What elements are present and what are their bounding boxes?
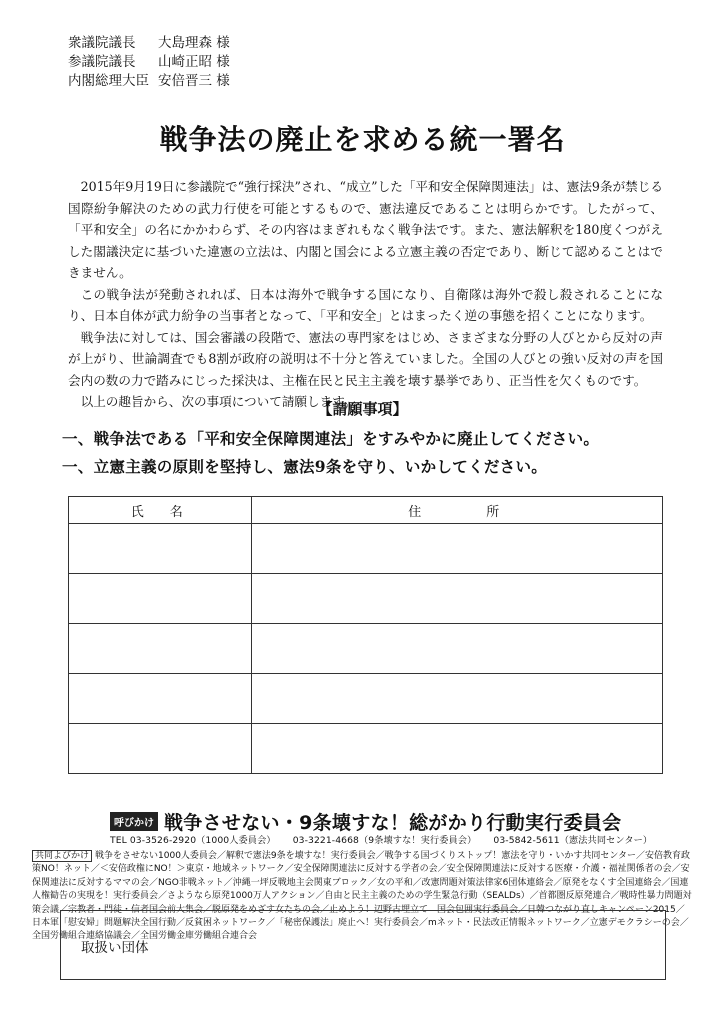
addressee-title: 参議院議長 [68,54,136,70]
caller-organization [110,808,621,835]
contact-phone: 03-5842-5611（憲法共同センター） [493,835,653,846]
signature-row [69,524,663,574]
caller-name: 戦争させない・9条壊すな！総がかり行動実行委員会 [164,812,622,834]
contact-phone: 03-3221-4668（9条壊すな！実行委員会） [292,835,477,846]
petition-item: 一、立憲主義の原則を堅持し、憲法9条を守り、いかしてください。 [62,457,548,476]
signature-row [69,624,663,674]
addressee-name: 安倍晋三 様 [158,73,230,89]
body-paragraph: この戦争法が発動されれば、日本は海外で戦争する国になり、自衛隊は海外で殺し殺されることになり、日本自体が武力紛争の当事者となって、「平和安全」とはまったく逆の事態を招くことになります。 [68,286,663,323]
addressee-row [68,72,230,91]
addressee-row [68,53,230,72]
address-cell[interactable] [252,574,663,624]
signature-row [69,674,663,724]
signature-table-header [69,497,663,524]
signature-row [69,574,663,624]
addressee-name: 山崎正昭 様 [158,54,230,70]
handling-organization-label: 取扱い団体 [81,940,149,956]
signature-row [69,724,663,774]
body-paragraph: 以上の趣旨から、次の事項について請願します。 [80,394,357,409]
name-cell[interactable] [69,674,252,724]
petition-items [62,425,599,481]
address-column-header: 住 所 [252,497,663,524]
contact-line [110,832,666,846]
addressee-name: 大島理森 様 [158,35,230,51]
petition-body [68,176,663,413]
body-paragraph: 戦争法に対しては、国会審議の段階で、憲法の専門家をはじめ、さまざまな分野の人びとから反対の声が上がり、世論調査でも8割が政府の説明は不十分と答えていました。全国の人びとの強い反対の声を国会内の数の力で踏みにじった採決は、主権在民と民主主義を壊す暴挙であり、正当性を欠くものです。 [68,329,663,388]
co-caller-label: 共同よびかけ [32,850,92,862]
name-cell[interactable] [69,624,252,674]
address-cell[interactable] [252,724,663,774]
name-cell[interactable] [69,524,252,574]
body-paragraph: 2015年9月19日に参議院で“強行採決”され、“成立”した「平和安全保障関連法」は、憲法9条が禁じる国際紛争解決のための武力行使を可能とするもので、憲法違反であることは明らかです。したがって、「平和安全」の名にかかわらず、その内容はまぎれもなく戦争法です。また、憲法解釈を180度くつがえした閣議決定に基づいた違憲の立法は、内閣と国会による立憲主義の否定であり、断じて認めることはできません。 [68,179,663,280]
addressee-row [68,34,230,53]
document-title: 戦争法の廃止を求める統一署名 [159,123,566,156]
address-cell[interactable] [252,674,663,724]
name-column-header: 氏 名 [69,497,252,524]
addressee-list [68,34,230,91]
handling-organization-box[interactable] [60,910,666,980]
signature-table [68,496,663,774]
contact-phone: TEL 03-3526-2920（1000人委員会） [110,835,276,846]
addressee-title: 衆議院議長 [68,35,136,51]
petition-item: 一、戦争法である「平和安全保障関連法」をすみやかに廃止してください。 [62,429,600,448]
petition-heading: 【請願事項】 [317,400,408,418]
address-cell[interactable] [252,624,663,674]
name-cell[interactable] [69,724,252,774]
addressee-title: 内閣総理大臣 [68,73,149,89]
caller-badge: 呼びかけ [110,812,158,831]
address-cell[interactable] [252,524,663,574]
name-cell[interactable] [69,574,252,624]
co-caller-list: 戦争をさせない1000人委員会／解釈で憲法9条を壊すな！実行委員会／戦争する国づくりストップ！憲法を守り・いかす共同センター／安倍教育政策NO！ネット／＜安倍政権にNO！＞東京・地域ネットワーク／安全保障関連法に反対する学者の会／安全保障関連法に反対する医療・介護・福祉関係者の会／安保関連法に反対するママの会／NGO非戦ネット／沖縄一坪反戦地主会関東ブロック／女の平和／改憲問題対策法律家6団体連絡会／原発をなくす全国連絡会／国連人権勧告の実現を！実行委員会／さようなら原発1000万人アクション／自由と民主主義のための学生緊急行動（SEALDs）／首都圏反原発連合／戦時性暴力問題対策会議／宗教者・門徒・信者国会前大集会／脱原発をめざす女たちの会／止めよう！辺野古埋立て 国会包囲実行委員会／日韓つながり直しキャンペーン2015／日本軍「慰安婦」問題解決全国行動／反貧困ネットワーク／「秘密保護法」廃止へ！実行委員会／mネット・民法改正情報ネットワーク／立憲デモクラシーの会／全国労働組合連絡協議会／全国労働金庫労働組合連合会 [32,851,692,942]
